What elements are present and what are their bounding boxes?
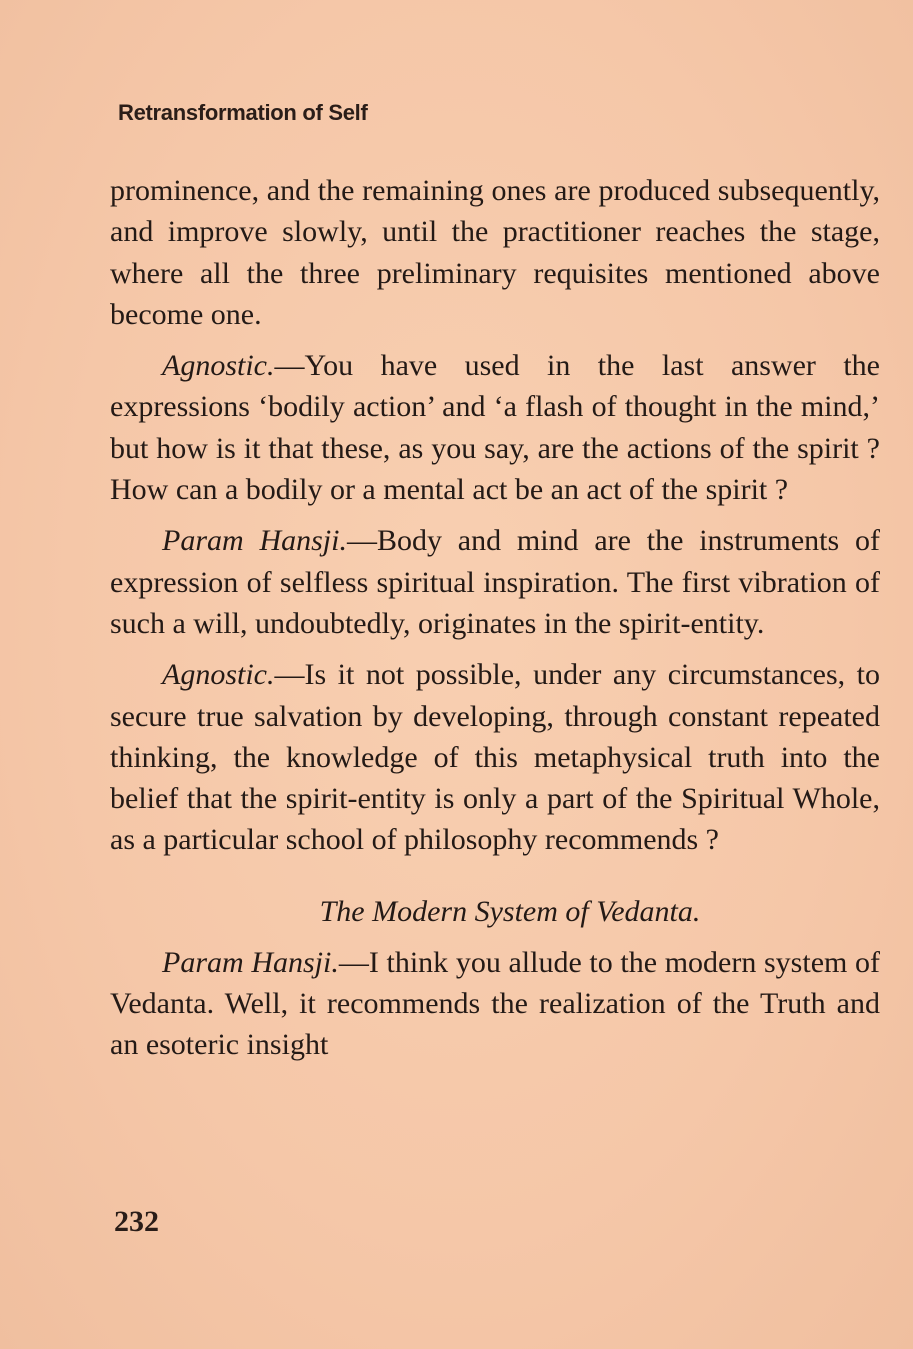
paragraph-5 (110, 942, 880, 1066)
page-number: 232 (114, 1205, 159, 1238)
speaker-param-hansji: Param Hansji. (162, 524, 347, 558)
paragraph-2 (110, 345, 880, 510)
paragraph-4-text: —Is it not possible, under any circumstances, to secure true salvation by developing, through constant repeated thinking, the knowledge of this metaphysical truth into the belief that the spirit-entity is only a part of the Spiritual Whole, as a particular school of philosophy recommends ? (110, 658, 880, 857)
speaker-param-hansji: Param Hansji. (162, 945, 339, 979)
speaker-agnostic: Agnostic. (162, 658, 275, 692)
paragraph-1 (110, 170, 880, 335)
speaker-agnostic: Agnostic. (162, 349, 275, 383)
body-text (110, 170, 880, 1076)
paragraph-3-text: —Body and mind are the instruments of expression of selfless spiritual inspiration. The first vibration of such a will, undoubtedly, originates in the spirit-entity. (110, 524, 880, 640)
paragraph-1-text: prominence, and the remaining ones are produced subsequently, and improve slowly, until the practitioner reaches the stage, where all the three preliminary requisites mentioned above become one. (110, 174, 880, 331)
paragraph-5-text: —I think you allude to the modern system of Vedanta. Well, it recommends the realization of the Truth and an esoteric insight (110, 945, 880, 1062)
section-heading: The Modern System of Vedanta. (319, 894, 701, 928)
paragraph-2-text: —You have used in the last answer the expressions ‘bodily action’ and ‘a flash of thought in the mind,’ but how is it that these, as you say, are the actions of the spirit ? How can a bodily or a mental act be an act of the spirit ? (110, 349, 880, 507)
paragraph-4 (110, 654, 880, 860)
paragraph-3 (110, 520, 880, 644)
running-head: Retransformation of Self (118, 100, 368, 125)
